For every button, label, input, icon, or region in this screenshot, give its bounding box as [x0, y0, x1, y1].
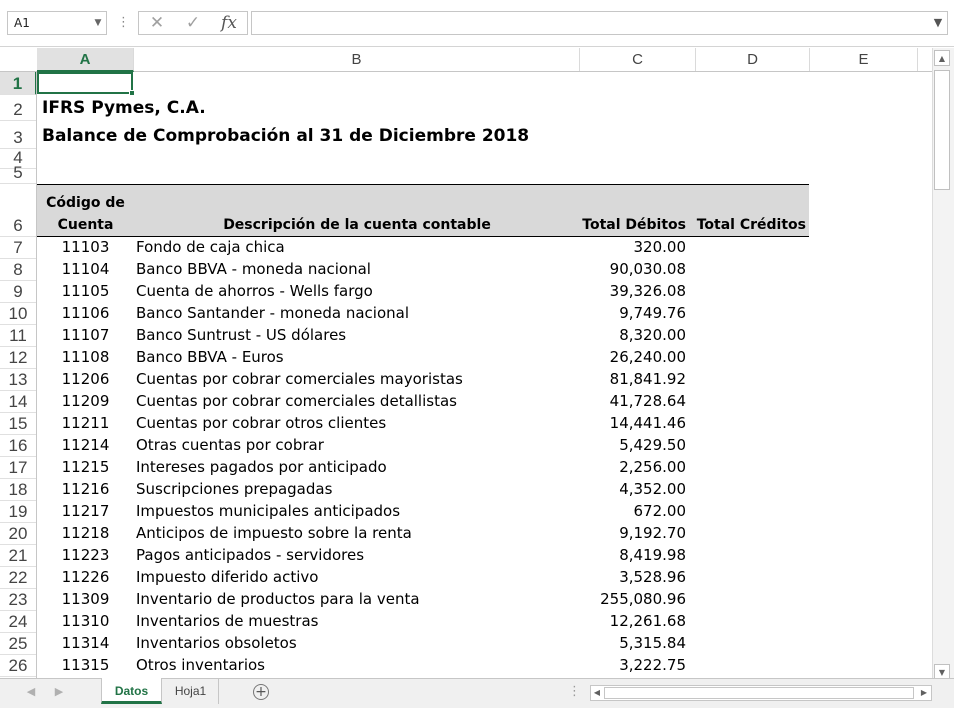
account-description[interactable]: Banco BBVA - moneda nacional — [136, 260, 371, 278]
add-sheet-icon[interactable]: + — [253, 684, 269, 700]
report-title: Balance de Comprobación al 31 de Diciembre 2018 — [42, 126, 530, 146]
total-debit[interactable]: 81,841.92 — [609, 370, 686, 388]
header-code-line1: Código de — [46, 195, 125, 211]
horizontal-scroll-thumb[interactable] — [604, 687, 914, 699]
total-debit[interactable]: 12,261.68 — [609, 612, 686, 630]
name-box[interactable]: A1 — [7, 11, 107, 35]
account-description[interactable]: Banco Santander - moneda nacional — [136, 304, 410, 322]
header-description: Descripción de la cuenta contable — [223, 217, 491, 233]
total-debit[interactable]: 672.00 — [633, 502, 686, 520]
account-code[interactable]: 11217 — [61, 502, 110, 520]
account-code[interactable]: 11211 — [61, 414, 110, 432]
row-header[interactable]: 9 — [0, 281, 36, 303]
row-header[interactable]: 22 — [0, 567, 36, 589]
account-description[interactable]: Banco Suntrust - US dólares — [136, 326, 347, 344]
row-header[interactable]: 18 — [0, 479, 36, 501]
account-description[interactable]: Inventarios de muestras — [136, 612, 319, 630]
account-code[interactable]: 11314 — [61, 634, 110, 652]
confirm-icon[interactable]: ✓ — [185, 13, 201, 33]
row-header[interactable]: 7 — [0, 237, 36, 259]
scroll-down-icon[interactable]: ▼ — [934, 664, 950, 680]
total-debit[interactable]: 5,315.84 — [619, 634, 686, 652]
insert-function-icon[interactable]: fx — [221, 13, 237, 33]
row-header[interactable]: 20 — [0, 523, 36, 545]
account-description[interactable]: Suscripciones prepagadas — [136, 480, 333, 498]
sheet-tab-hoja1[interactable]: Hoja1 — [163, 678, 219, 704]
account-description[interactable]: Impuestos municipales anticipados — [136, 502, 401, 520]
scroll-up-icon[interactable]: ▲ — [934, 50, 950, 66]
account-description[interactable]: Pagos anticipados - servidores — [136, 546, 365, 564]
row-header[interactable]: 23 — [0, 589, 36, 611]
total-debit[interactable]: 3,222.75 — [619, 656, 686, 674]
row-header[interactable]: 13 — [0, 369, 36, 391]
row-header[interactable]: 6 — [0, 184, 36, 237]
row-header[interactable]: 26 — [0, 655, 36, 677]
account-description[interactable]: Impuesto diferido activo — [136, 568, 319, 586]
row-header[interactable]: 12 — [0, 347, 36, 369]
selected-cell-a1[interactable] — [37, 72, 133, 94]
row-header[interactable]: 21 — [0, 545, 36, 567]
sheet-tab-datos[interactable]: Datos — [101, 678, 162, 704]
column-header-a[interactable]: A — [37, 48, 134, 72]
account-code[interactable]: 11218 — [61, 524, 110, 542]
header-total-credits: Total Créditos — [696, 217, 806, 233]
company-title: IFRS Pymes, C.A. — [42, 98, 206, 118]
account-code[interactable]: 11214 — [61, 436, 110, 454]
account-code[interactable]: 11310 — [61, 612, 110, 630]
formula-bar-buttons — [138, 11, 248, 35]
tab-split-grip-icon[interactable]: ⋮ — [568, 684, 581, 699]
column-header-c[interactable]: C — [580, 48, 696, 71]
account-code[interactable]: 11105 — [61, 282, 110, 300]
account-description[interactable]: Inventarios obsoletos — [136, 634, 297, 652]
account-description[interactable]: Fondo de caja chica — [136, 238, 285, 256]
column-header-b[interactable]: B — [134, 48, 580, 71]
row-header[interactable]: 17 — [0, 457, 36, 479]
row-header[interactable]: 14 — [0, 391, 36, 413]
column-headers — [0, 48, 932, 72]
account-description[interactable]: Cuentas por cobrar comerciales detallistas — [136, 392, 457, 410]
total-debit[interactable]: 9,192.70 — [619, 524, 686, 542]
total-debit[interactable]: 8,320.00 — [619, 326, 686, 344]
total-debit[interactable]: 2,256.00 — [619, 458, 686, 476]
scroll-right-icon[interactable]: ▶ — [920, 688, 928, 697]
total-debit[interactable]: 8,419.98 — [619, 546, 686, 564]
account-code[interactable]: 11209 — [61, 392, 110, 410]
total-debit[interactable]: 3,528.96 — [619, 568, 686, 586]
total-debit[interactable]: 41,728.64 — [609, 392, 686, 410]
row-header[interactable]: 19 — [0, 501, 36, 523]
account-code[interactable]: 11103 — [61, 238, 110, 256]
row-header[interactable]: 25 — [0, 633, 36, 655]
row-header[interactable]: 3 — [0, 121, 36, 149]
account-description[interactable]: Inventario de productos para la venta — [136, 590, 420, 608]
total-debit[interactable]: 9,749.76 — [619, 304, 686, 322]
column-header-e[interactable]: E — [810, 48, 918, 71]
account-code[interactable]: 11106 — [61, 304, 110, 322]
previous-sheet-icon[interactable]: ◀ — [26, 685, 36, 698]
row-header[interactable]: 2 — [0, 95, 36, 121]
account-code[interactable]: 11226 — [61, 568, 110, 586]
formula-input[interactable] — [251, 11, 948, 35]
total-debit[interactable]: 255,080.96 — [600, 590, 686, 608]
row-header[interactable]: 16 — [0, 435, 36, 457]
next-sheet-icon[interactable]: ▶ — [54, 685, 64, 698]
total-debit[interactable]: 90,030.08 — [609, 260, 686, 278]
account-code[interactable]: 11223 — [61, 546, 110, 564]
account-description[interactable]: Otras cuentas por cobrar — [136, 436, 324, 454]
account-description[interactable]: Banco BBVA - Euros — [136, 348, 284, 366]
account-description[interactable]: Otros inventarios — [136, 656, 265, 674]
scroll-left-icon[interactable]: ◀ — [593, 688, 601, 697]
formula-bar-grip-icon[interactable]: ⋮ — [117, 15, 130, 30]
total-debit[interactable]: 26,240.00 — [609, 348, 686, 366]
row-header[interactable]: 1 — [0, 72, 37, 95]
account-code[interactable]: 11108 — [61, 348, 110, 366]
account-code[interactable]: 11309 — [61, 590, 110, 608]
row-header[interactable]: 24 — [0, 611, 36, 633]
account-code[interactable]: 11216 — [61, 480, 110, 498]
row-header[interactable]: 15 — [0, 413, 36, 435]
account-code[interactable]: 11315 — [61, 656, 110, 674]
header-total-debits: Total Débitos — [582, 217, 686, 233]
fill-handle[interactable] — [129, 90, 135, 96]
total-debit[interactable]: 14,441.46 — [609, 414, 686, 432]
cancel-icon[interactable]: ✕ — [149, 13, 165, 33]
name-box-dropdown-icon[interactable]: ▼ — [94, 18, 102, 28]
row-header[interactable]: 11 — [0, 325, 36, 347]
account-code[interactable]: 11107 — [61, 326, 110, 344]
row-header[interactable]: 10 — [0, 303, 36, 325]
row-header[interactable]: 4 — [0, 149, 36, 169]
account-description[interactable]: Cuentas por cobrar comerciales mayoristas — [136, 370, 463, 388]
total-debit[interactable]: 39,326.08 — [609, 282, 686, 300]
account-code[interactable]: 11104 — [61, 260, 110, 278]
header-code-line2: Cuenta — [57, 217, 114, 233]
expand-formula-bar-icon[interactable]: ▼ — [933, 16, 943, 29]
account-code[interactable]: 11206 — [61, 370, 110, 388]
account-description[interactable]: Cuenta de ahorros - Wells fargo — [136, 282, 373, 300]
account-description[interactable]: Intereses pagados por anticipado — [136, 458, 387, 476]
column-header-d[interactable]: D — [696, 48, 810, 71]
row-header[interactable]: 8 — [0, 259, 36, 281]
account-description[interactable]: Anticipos de impuesto sobre la renta — [136, 524, 412, 542]
account-code[interactable]: 11215 — [61, 458, 110, 476]
account-description[interactable]: Cuentas por cobrar otros clientes — [136, 414, 387, 432]
total-debit[interactable]: 5,429.50 — [619, 436, 686, 454]
total-debit[interactable]: 4,352.00 — [619, 480, 686, 498]
row-header[interactable]: 5 — [0, 169, 36, 184]
row-headers — [0, 72, 37, 678]
total-debit[interactable]: 320.00 — [633, 238, 686, 256]
vertical-scroll-thumb[interactable] — [934, 70, 950, 190]
